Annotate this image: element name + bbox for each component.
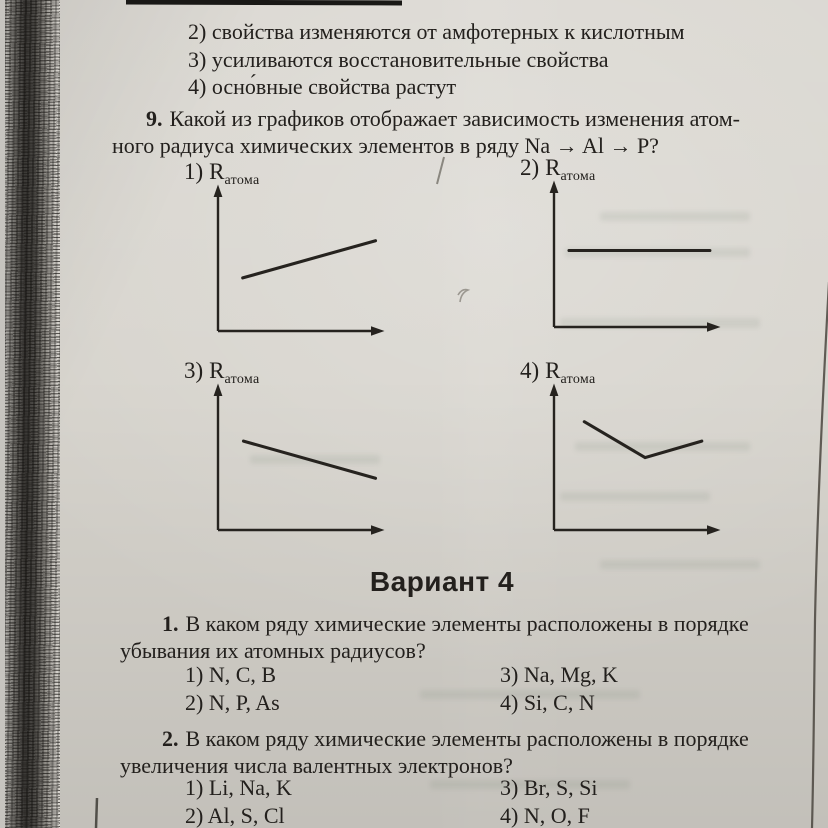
graph-2-plot [548, 179, 723, 334]
question-2-options-left [185, 774, 292, 828]
question-2-number: 2. [162, 726, 179, 751]
question-1-line2: убывания их атомных радиусов? [120, 638, 426, 663]
graph-1-plot [212, 183, 387, 338]
pencil-slash-mark [437, 157, 444, 184]
question-1 [120, 610, 749, 664]
previous-question-options [188, 18, 685, 101]
graph-option-3 [182, 358, 394, 550]
answer-option: 4) N, O, F [500, 803, 590, 828]
graph-4-plot [548, 382, 723, 537]
question-1-line1: 1. В каком ряду химические элементы расположены в порядке [162, 611, 749, 636]
graph-option-2 [518, 155, 730, 347]
graph-2-label: 2) $R_{атома}$ [520, 155, 596, 184]
question-9-number: 9. [146, 106, 163, 131]
question-9-line2: ного радиуса химических элементов в ряду Na → Al → P? [112, 133, 659, 158]
option-line: 2) свойства изменяются от амфотерных к кислотным [188, 19, 685, 44]
question-1-options-left [185, 661, 280, 717]
question-2-line1: 2. В каком ряду химические элементы расположены в порядке [162, 726, 749, 751]
answer-option: 3) Br, S, Si [500, 775, 598, 800]
question-1-number: 1. [162, 611, 179, 636]
graph-option-1 [182, 159, 394, 351]
variant-heading: Вариант 4 [369, 566, 515, 597]
pencil-scribble-mark [458, 290, 468, 302]
table-rule-cutoff [126, 0, 402, 5]
under-page-edge-line [96, 798, 97, 828]
answer-option: 3) Na, Mg, K [500, 662, 618, 687]
answer-option: 2) Al, S, Cl [185, 803, 285, 828]
question-9-line1: 9. Какой из графиков отображает зависимость изменения атом- [146, 106, 740, 131]
option-line: 3) усиливаются восстановительные свойства [188, 46, 609, 72]
question-1-options-right [500, 661, 618, 717]
question-2 [120, 725, 749, 779]
question-2-options-right [500, 774, 598, 828]
answer-option: 1) N, C, B [185, 662, 277, 687]
option-line: 4) осно́вные свойства растут [188, 74, 457, 99]
page-edge-line [812, 282, 828, 828]
graph-3-plot [212, 382, 387, 537]
graph-option-4 [518, 358, 730, 550]
question-9 [112, 105, 740, 159]
answer-option: 1) Li, Na, K [185, 775, 292, 800]
answer-option: 4) Si, C, N [500, 690, 595, 715]
graph-4-label: 4) $R_{атома}$ [520, 358, 596, 387]
graph-3-label: 3) $R_{атома}$ [184, 358, 260, 387]
question-2-line2: увеличения числа валентных электронов? [120, 753, 513, 778]
book-spine-shadow [5, 0, 60, 828]
graph-1-label: 1) $R_{атома}$ [184, 159, 260, 188]
answer-option: 2) N, P, As [185, 690, 280, 715]
